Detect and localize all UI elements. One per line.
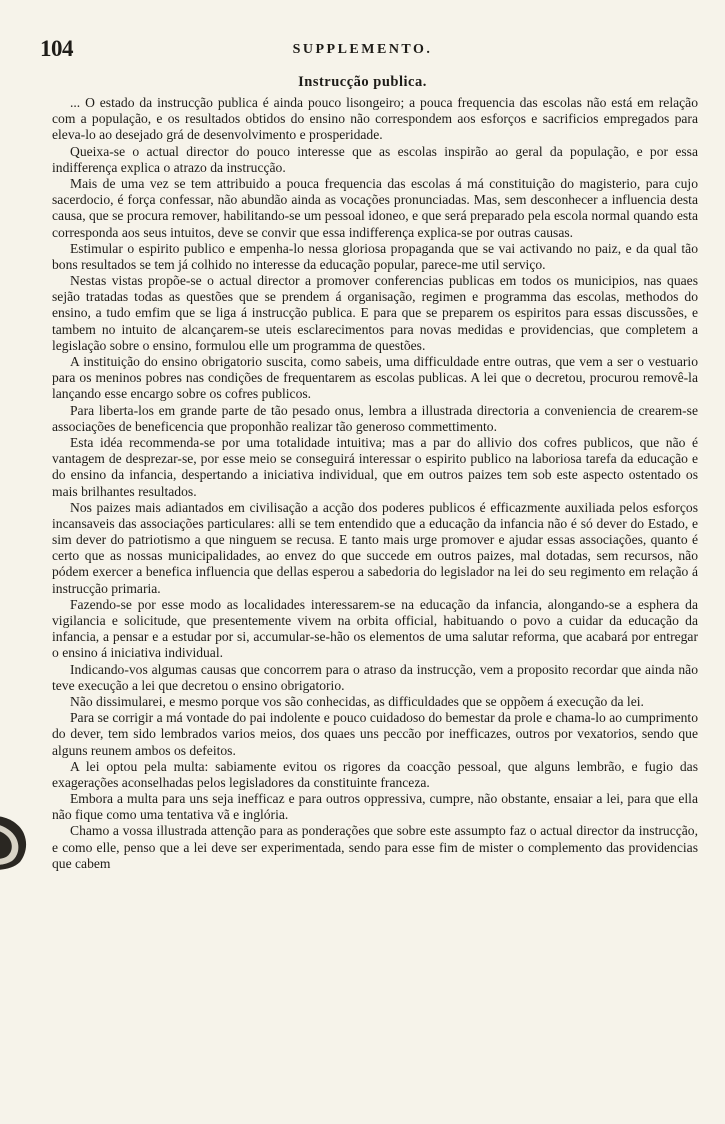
paragraph: Fazendo-se por esse modo as localidades interessarem-se na educação da infancia, alongando-se a esphera da vigilancia e solicitude, que presentemente vivem na orbita official, habituando o povo a cuidar da educação da infancia, a pensar e a estudar por si, accumular-se-hão os elementos de uma salutar reforma, que acabará por entregar o ensino á iniciativa individual. (52, 596, 698, 661)
paragraph: Esta idéa recommenda-se por uma totalidade intuitiva; mas a par do allivio dos cofres publicos, que não é vantagem de desprezar-se, por esse meio se conseguirá interessar o espirito publico na laboriosa tarefa da educação e do ensino da infancia, despertando a iniciativa individual, que em outros paizes tem sob este aspecto ostentado os mais brilhantes resultados. (52, 434, 698, 499)
paragraph: Estimular o espirito publico e empenha-lo nessa gloriosa propaganda que se vai activando no paiz, e da qual tão bons resultados se tem já colhido no interesse da educação popular, parece-me util serviço. (52, 240, 698, 272)
paragraph: A instituição do ensino obrigatorio suscita, como sabeis, uma difficuldade entre outras, que vem a ser o vestuario para os meninos pobres nas condições de frequentarem as escolas publicas. A lei que o decretou, procurou removê-la lançando esse encargo sobre os cofres publicos. (52, 354, 698, 402)
page-number: 104 (40, 36, 73, 61)
paragraph: Queixa-se o actual director do pouco interesse que as escolas inspirão ao geral da população, e por essa indifferença explica o atrazo da instrucção. (52, 143, 698, 175)
paragraph: Para liberta-los em grande parte de tão pesado onus, lembra a illustrada directoria a conveniencia de crearem-se associações de beneficencia que proponhão realizar tão generoso commettimento. (52, 402, 698, 434)
paragraph: Chamo a vossa illustrada attenção para as ponderações que sobre este assumpto faz o actual director da instrucção, e como elle, penso que a lei deve ser experimentada, sendo para esse fim de mister o complemento das providencias que cabem (52, 823, 698, 871)
paragraph: Para se corrigir a má vontade do pai indolente e pouco cuidadoso do bemestar da prole e chama-lo ao cumprimento do dever, tem sido lembrados varios meios, dos quaes uns peccão por inefficazes, outros por vexatorios, sendo que alguns reunem ambos os defeitos. (52, 710, 698, 758)
paragraph: Não dissimularei, e mesmo porque vos são conhecidas, as difficuldades que se oppõem á execução da lei. (70, 693, 644, 709)
body-text (52, 95, 698, 872)
paragraph: ... O estado da instrucção publica é ainda pouco lisongeiro; a pouca frequencia das escolas não está em relação com a população, e os resultados obtidos do ensino não correspondem aos esforços e sacrificios empregados para eleva-lo ao desejado grá de desenvolvimento e prosperidade. (52, 95, 698, 143)
paragraph: Indicando-vos algumas causas que concorrem para o atraso da instrucção, vem a proposito recordar que ainda não teve execução a lei que decretou o ensino obrigatorio. (52, 661, 698, 693)
library-stamp-icon (0, 812, 30, 872)
running-head: SUPPLEMENTO. (292, 42, 433, 57)
paragraph: Nestas vistas propõe-se o actual director a promover conferencias publicas em todos os municipios, nas quaes sejão tratadas todas as questões que se prendem á organisação, regimen e programma das escolas, methodos do ensino, a tudo emfim que se liga á instrucção publica. E para que se preparem os espiritos para essas discussões, e tambem no intuito de alcançarem-se uteis esclarecimentos para novas medidas e providencias, que completem a legislação sobre o ensino, formulou elle um programma de questões. (52, 273, 698, 353)
paragraph: Embora a multa para uns seja inefficaz e para outros oppressiva, cumpre, não obstante, ensaiar a lei, para que ella não fique como uma tentativa vã e inglória. (52, 791, 698, 823)
paragraph: A lei optou pela multa: sabiamente evitou os rigores da coacção pessoal, que alguns lembrão, e fugio das exagerações aconselhadas pelos legisladores da constituinte franceza. (52, 758, 698, 790)
paragraph: Nos paizes mais adiantados em civilisação a acção dos poderes publicos é efficazmente auxiliada pelos esforços incansaveis das associações particulares: alli se tem entendido que a educação da infancia não é só dever do Estado, e sim dever do patriotismo a que ninguem se recusa. E tanto mais urge promover e ajudar essas associações, quanto é certo que as nossas municipalidades, ao envez do que succede em outros paizes, mal dotadas, sem recursos, não pódem exercer a benefica influencia que dellas esperou a sabedoria do legislador na lei do seu regimento em relação á instrucção primaria. (52, 499, 698, 596)
page-header (40, 36, 685, 66)
paragraph: Mais de uma vez se tem attribuido a pouca frequencia das escolas á má constituição do magisterio, para cujo sacerdocio, é força confessar, não abundão ainda as vocações pronunciadas. Mas, sem desconhecer a influencia desta causa, que se procura remover, habilitando-se um pessoal idoneo, e que será preparado pela escola normal quando esta corresponda aos seus intuitos, deve se convir que essa indifferença explica-se por outras causas. (52, 175, 698, 240)
section-title: Instrucção publica. (298, 74, 427, 90)
